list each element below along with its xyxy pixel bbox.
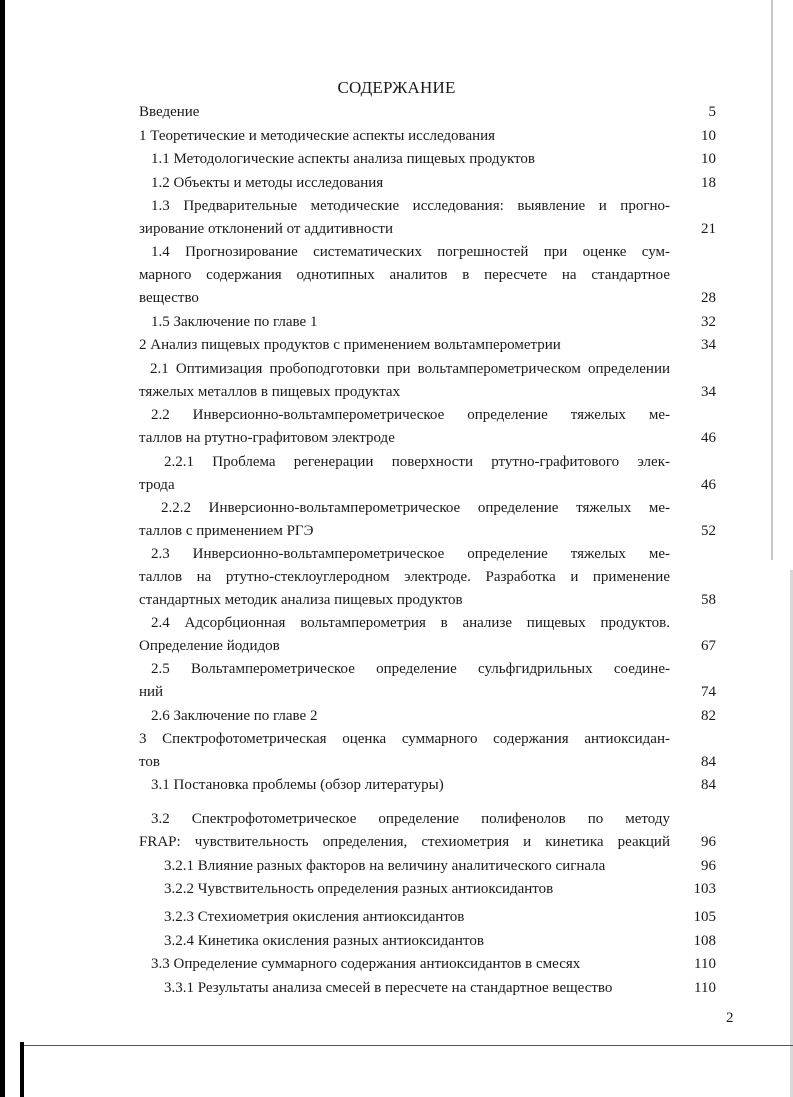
toc-entry-page: 67	[701, 638, 716, 654]
toc-entry-line: 2.2.1 Проблема регенерации поверхности ртутно-графитового элек-	[164, 454, 670, 470]
toc-entry-line: 3.1 Постановка проблемы (обзор литературы)	[151, 777, 444, 793]
toc-entry-line: 2.4 Адсорбционная вольтамперометрия в анализе пищевых продуктов.	[151, 615, 670, 631]
toc-entry-page: 103	[693, 881, 716, 897]
toc-entry-page: 34	[701, 337, 716, 353]
toc-entry-line: 1.4 Прогнозирование систематических погрешностей при оценке сум-	[151, 244, 670, 260]
scan-edge-left-lower	[20, 1042, 24, 1097]
toc-entry-page: 74	[701, 684, 716, 700]
toc-entry-page: 84	[701, 754, 716, 770]
toc-entry-line: ний	[139, 684, 164, 700]
toc-entry-line: Введение	[139, 104, 200, 120]
toc-entry-page: 58	[701, 592, 716, 608]
toc-entry-line: 2 Анализ пищевых продуктов с применением вольтамперометрии	[139, 337, 561, 353]
toc-entry-line: таллов на ртутно-графитовом электроде	[139, 430, 395, 446]
toc-entry-line: 2.3 Инверсионно-вольтамперометрическое определение тяжелых ме-	[151, 546, 670, 562]
toc-entry-line: 3.2.4 Кинетика окисления разных антиоксидантов	[164, 933, 484, 949]
toc-entry-page: 18	[701, 175, 716, 191]
scan-edge-bottom	[24, 1045, 793, 1046]
toc-entry-page: 105	[693, 909, 716, 925]
page-number: 2	[726, 1010, 734, 1026]
toc-entry-line: 2.2 Инверсионно-вольтамперометрическое определение тяжелых ме-	[151, 407, 670, 423]
toc-entry-line: 2.5 Вольтамперометрическое определение сульфгидрильных соедине-	[151, 661, 670, 677]
toc-entry-line: 1.3 Предварительные методические исследования: выявление и прогно-	[151, 198, 670, 214]
toc-entry-line: 3 Спектрофотометрическая оценка суммарного содержания антиоксидан-	[139, 731, 670, 747]
scan-edge-left	[0, 0, 5, 1097]
toc-entry-line: таллов на ртутно-стеклоуглеродном электроде. Разработка и применение	[139, 569, 670, 585]
toc-entry-line: вещество	[139, 290, 199, 306]
toc-entry-page: 110	[694, 980, 716, 996]
page-title: СОДЕРЖАНИЕ	[337, 78, 456, 97]
toc-entry-line: тов	[139, 754, 160, 770]
toc-entry-line: трода	[139, 477, 175, 493]
toc-entry-page: 32	[701, 314, 716, 330]
toc-entry-line: 3.2.1 Влияние разных факторов на величину аналитического сигнала	[164, 858, 606, 874]
toc-entry-page: 10	[701, 151, 716, 167]
toc-entry-page: 5	[708, 104, 716, 120]
toc-entry-line: 1.2 Объекты и методы исследования	[151, 175, 384, 191]
toc-entry-line: 3.2.3 Стехиометрия окисления антиоксидантов	[164, 909, 465, 925]
toc-entry-line: таллов с применением РГЭ	[139, 523, 314, 539]
toc-entry-page: 46	[701, 430, 716, 446]
toc-entry-line: 1.1 Методологические аспекты анализа пищевых продуктов	[151, 151, 536, 167]
toc-entry-line: 3.2 Спектрофотометрическое определение полифенолов по методу	[151, 811, 670, 827]
toc-entry-page: 52	[701, 523, 716, 539]
toc-entry-line: марного содержания однотипных аналитов в пересчете на стандартное	[139, 267, 670, 283]
toc-entry-page: 34	[701, 384, 716, 400]
toc-entry-line: Определение йодидов	[139, 638, 280, 654]
toc-entry-line: 2.2.2 Инверсионно-вольтамперометрическое определение тяжелых ме-	[161, 500, 670, 516]
toc-entry-page: 10	[701, 128, 716, 144]
toc-entry-page: 46	[701, 477, 716, 493]
toc-entry-line: тяжелых металлов в пищевых продуктах	[139, 384, 401, 400]
toc-entry-page: 28	[701, 290, 716, 306]
toc-entry-line: 3.2.2 Чувствительность определения разных антиоксидантов	[164, 881, 554, 897]
toc-entry-line: 1 Теоретические и методические аспекты исследования	[139, 128, 496, 144]
toc-entry-page: 96	[701, 858, 716, 874]
toc-entry-line: 2.1 Оптимизация пробоподготовки при вольтамперометрическом определении	[150, 361, 670, 377]
toc-entry-page: 82	[701, 708, 716, 724]
toc-entry-line: 1.5 Заключение по главе 1	[151, 314, 318, 330]
toc-entry-line: 2.6 Заключение по главе 2	[151, 708, 318, 724]
toc-entry-page: 108	[693, 933, 716, 949]
toc-entry-page: 110	[694, 956, 716, 972]
toc-entry-line: 3.3 Определение суммарного содержания антиоксидантов в смесях	[151, 956, 581, 972]
toc-entry-line: FRAP: чувствительность определения, стехиометрия и кинетика реакций	[139, 834, 670, 850]
toc-entry-line: зирование отклонений от аддитивности	[139, 221, 393, 237]
toc-entry-page: 96	[701, 834, 716, 850]
toc-entry-line: стандартных методик анализа пищевых продуктов	[139, 592, 463, 608]
toc-entry-page: 21	[701, 221, 716, 237]
toc-entry-page: 84	[701, 777, 716, 793]
toc-entry-line: 3.3.1 Результаты анализа смесей в пересчете на стандартное вещество	[164, 980, 613, 996]
